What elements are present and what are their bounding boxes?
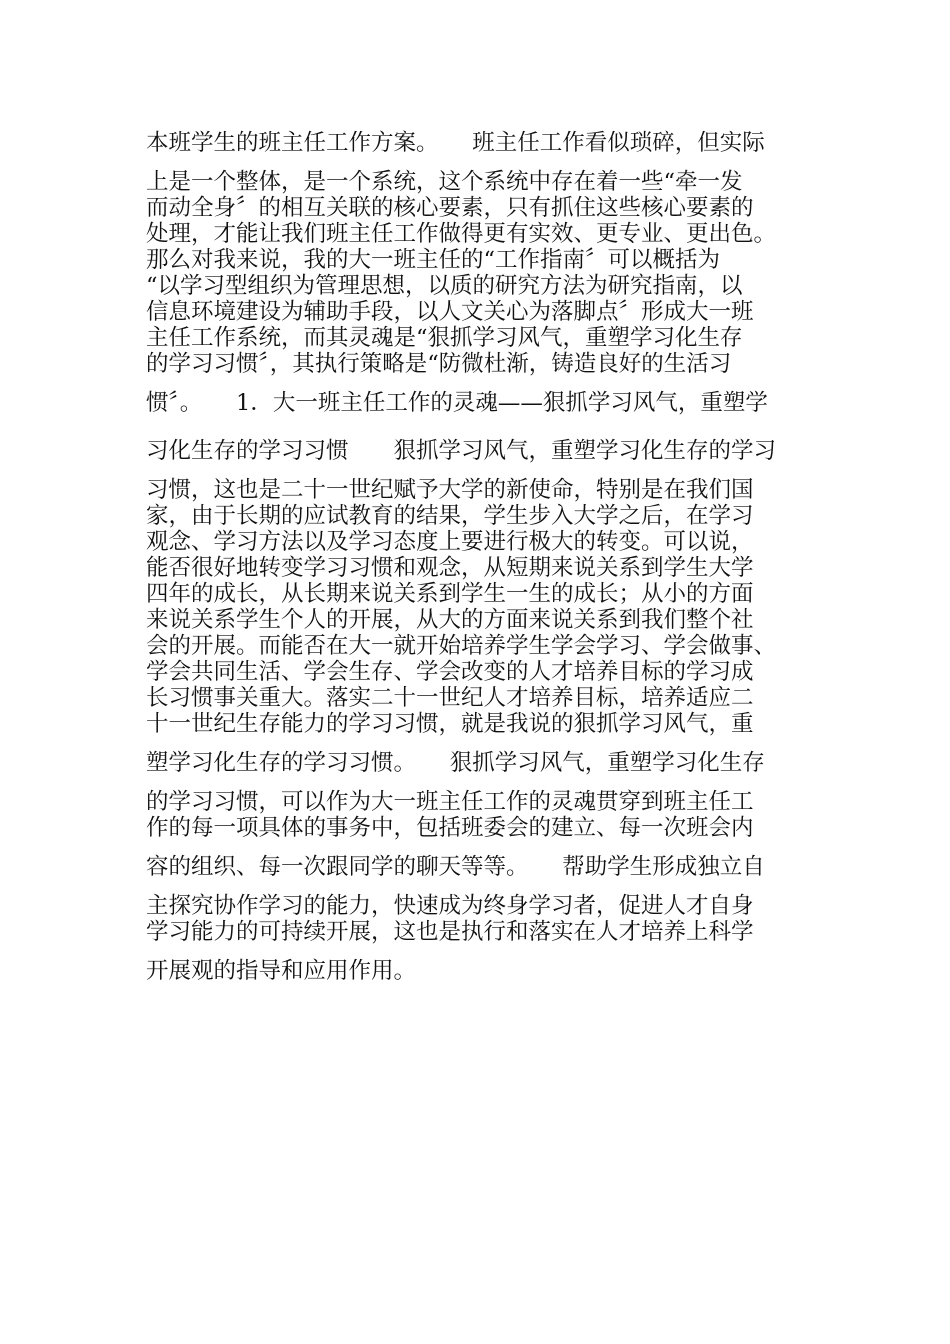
- text-line: 处理，才能让我们班主任工作做得更有实效、更专业、更出色。: [146, 221, 777, 247]
- text-line: 惯〞。 1．大一班主任工作的灵魂——狠抓学习风气，重塑学: [146, 390, 768, 416]
- text-line: 容的组织、每一次跟同学的聊天等等。 帮助学生形成独立自: [146, 854, 765, 880]
- text-line: “以学习型组织为管理思想，以质的研究方法为研究指南，以: [146, 273, 743, 299]
- text-line: 主任工作系统，而其灵魂是“狠抓学习风气，重塑学习化生存: [146, 325, 743, 351]
- text-line: 那么对我来说，我的大一班主任的“工作指南〞可以概括为: [146, 247, 721, 273]
- text-line: 来说关系学生个人的开展，从大的方面来说关系到我们整个社: [146, 607, 754, 633]
- text-line: 习惯，这也是二十一世纪赋予大学的新使命，特别是在我们国: [146, 477, 754, 503]
- text-line: 家，由于长期的应试教育的结果，学生步入大学之后，在学习: [146, 503, 754, 529]
- text-line: 会的开展。而能否在大一就开始培养学生学会学习、学会做事、: [146, 633, 777, 659]
- text-line: 习化生存的学习习惯 狠抓学习风气，重塑学习化生存的学习: [146, 438, 777, 464]
- text-line: 本班学生的班主任工作方案。 班主任工作看似琐碎，但实际: [146, 130, 765, 156]
- text-line: 观念、学习方法以及学习态度上要进行极大的转变。可以说，: [146, 529, 754, 555]
- text-line: 能否很好地转变学习习惯和观念，从短期来说关系到学生大学: [146, 555, 754, 581]
- text-line: 主探究协作学习的能力，快速成为终身学习者，促进人才自身: [146, 893, 754, 919]
- text-line: 而动全身〞的相互关联的核心要素，只有抓住这些核心要素的: [146, 195, 754, 221]
- text-line: 开展观的指导和应用作用。: [146, 958, 417, 984]
- text-line: 四年的成长，从长期来说关系到学生一生的成长；从小的方面: [146, 581, 754, 607]
- text-line: 塑学习化生存的学习习惯。 狠抓学习风气，重塑学习化生存: [146, 750, 765, 776]
- text-line: 的学习习惯〞，其执行策略是“防微杜渐，铸造良好的生活习: [146, 351, 732, 377]
- text-line: 十一世纪生存能力的学习习惯，就是我说的狠抓学习风气，重: [146, 711, 754, 737]
- text-line: 上是一个整体，是一个系统，这个系统中存在着一些“牵一发: [146, 169, 743, 195]
- text-line: 的学习习惯，可以作为大一班主任工作的灵魂贯穿到班主任工: [146, 789, 754, 815]
- text-line: 学会共同生活、学会生存、学会改变的人才培养目标的学习成: [146, 659, 754, 685]
- body-text: [146, 130, 826, 984]
- text-line: 作的每一项具体的事务中，包括班委会的建立、每一次班会内: [146, 815, 754, 841]
- text-line: 信息环境建设为辅助手段，以人文关心为落脚点〞形成大一班: [146, 299, 754, 325]
- text-line: 长习惯事关重大。落实二十一世纪人才培养目标，培养适应二: [146, 685, 754, 711]
- text-line: 学习能力的可持续开展，这也是执行和落实在人才培养上科学: [146, 919, 754, 945]
